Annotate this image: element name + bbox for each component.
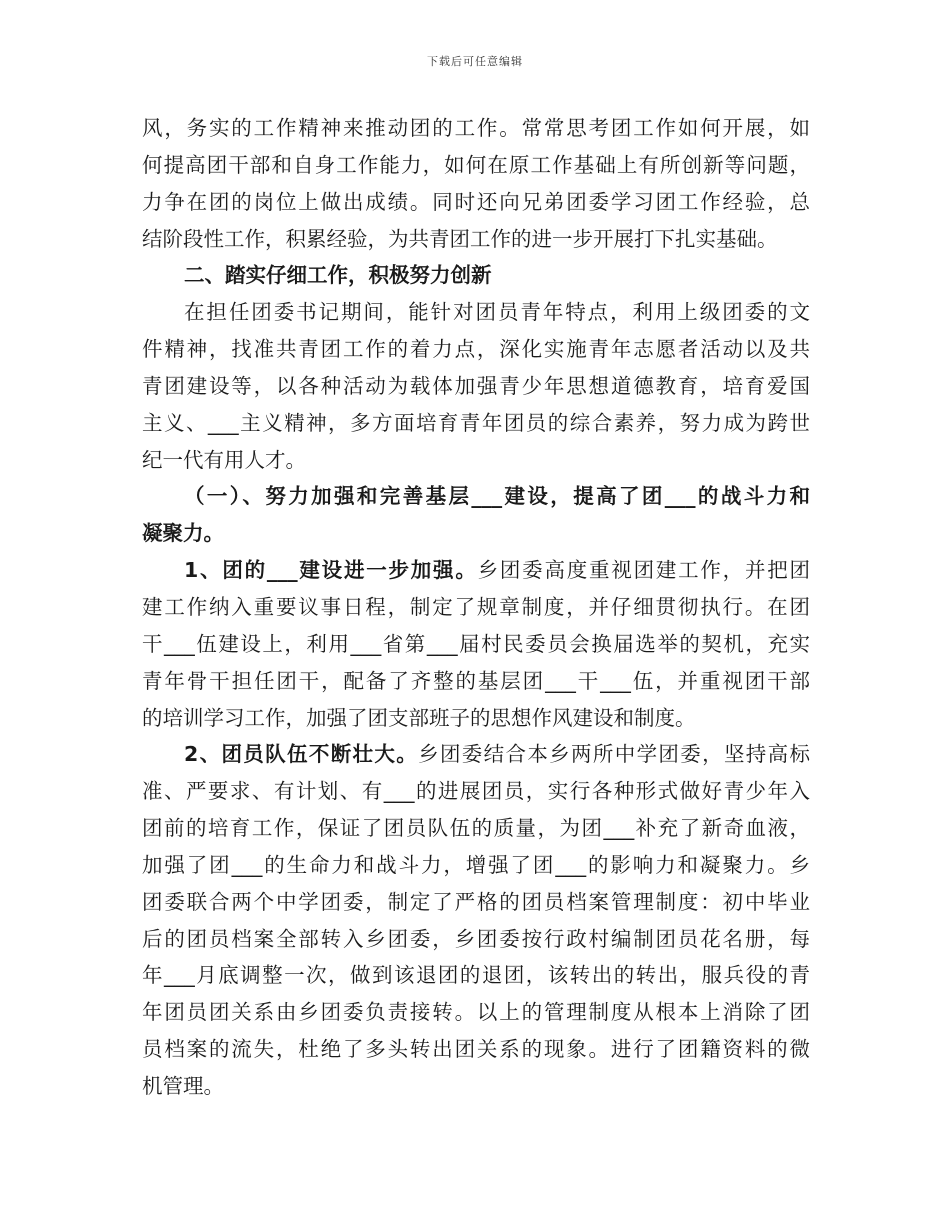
subsection-heading: 凝聚力。 (142, 521, 224, 546)
text-line: 件精神，找准共青团工作的着力点，深化实施青年志愿者活动以及共 (142, 337, 810, 362)
text-line: 青团建设等，以各种活动为载体加强青少年思想道德教育，培育爱国 (142, 373, 810, 398)
text-line: 年团员团关系由乡团委负责接转。以上的管理制度从根本上消除了团 (142, 1000, 810, 1025)
text-line (142, 736, 810, 773)
text-line: 机管理。 (142, 1073, 224, 1098)
text-line: 的培训学习工作，加强了团支部班子的思想作风建设和制度。 (142, 705, 696, 730)
item-lead: 1、团的___建设进一步加强。 (184, 558, 478, 583)
section-heading: 二、踏实仔细工作，积极努力创新 (184, 263, 492, 288)
text-line: 准、严要求、有计划、有___的进展团员，实行各种形式做好青少年入 (142, 779, 810, 804)
text-line: 年___月底调整一次，做到该退团的退团，该转出的转出，服兵役的青 (142, 963, 810, 988)
text-line: 力争在团的岗位上做出成绩。同时还向兄弟团委学习团工作经验，总 (142, 189, 810, 214)
item-text: 乡团委高度重视团建工作，并把团 (477, 558, 810, 583)
text-line: 团前的培育工作，保证了团员队伍的质量，为团___补充了新奇血液， (142, 816, 810, 841)
page-header: 下载后可任意编辑 (427, 55, 523, 68)
text-line (142, 552, 810, 589)
text-line: 纪一代有用人才。 (142, 447, 306, 472)
text-line: 何提高团干部和自身工作能力，如何在原工作基础上有所创新等问题， (142, 152, 810, 177)
text-line: 后的团员档案全部转入乡团委，乡团委按行政村编制团员花名册，每 (142, 926, 810, 951)
text-line: 风，务实的工作精神来推动团的工作。常常思考团工作如何开展，如 (142, 116, 810, 140)
document-body (142, 110, 810, 1105)
text-line: 加强了团___的生命力和战斗力，增强了团___的影响力和凝聚力。乡 (142, 852, 810, 877)
text-line: 结阶段性工作，积累经验，为共青团工作的进一步开展打下扎实基础。 (142, 226, 778, 251)
text-line: 建工作纳入重要议事日程，制定了规章制度，并仔细贯彻执行。在团 (142, 594, 810, 619)
item-lead: 2、团员队伍不断壮大。 (184, 742, 419, 767)
text-line: 主义、___主义精神，多方面培育青年团员的综合素养，努力成为跨世 (142, 410, 810, 435)
subsection-heading: （一）、努力加强和完善基层___建设，提高了团___的战斗力和 (184, 484, 810, 509)
text-line: 团委联合两个中学团委，制定了严格的团员档案管理制度：初中毕业 (142, 889, 810, 914)
text-line: 在担任团委书记期间，能针对团员青年特点，利用上级团委的文 (184, 300, 810, 325)
text-line: 青年骨干担任团干，配备了齐整的基层团___干___伍，并重视团干部 (142, 668, 810, 693)
text-line: 干___伍建设上，利用___省第___届村民委员会换届选举的契机，充实 (142, 631, 810, 656)
text-line: 员档案的流失，杜绝了多头转出团关系的现象。进行了团籍资料的微 (142, 1037, 810, 1062)
item-text: 乡团委结合本乡两所中学团委，坚持高标 (418, 742, 810, 767)
